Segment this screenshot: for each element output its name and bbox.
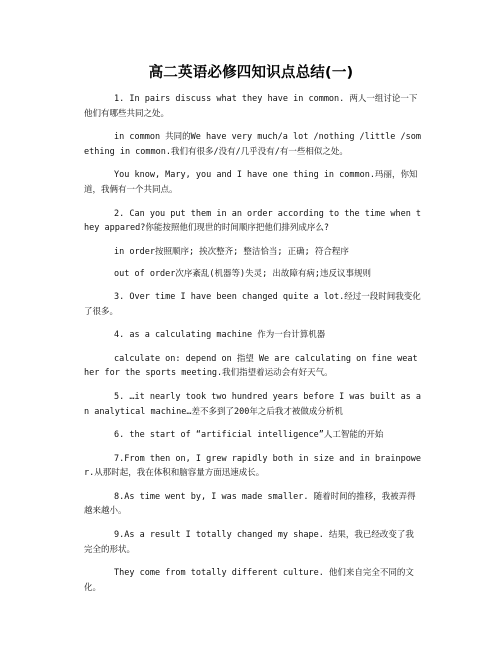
paragraph-13: 8.As time went by, I was made smaller. 随着时间的推移，我被弄得越来越小。 <box>84 491 416 517</box>
paragraph-10: 5. …it nearly took two hundred years before I was built as an analytical machine…差不多到了200年之后我才被做成分析机 <box>84 391 422 417</box>
paragraph-14: 9.As a result I totally changed my shape. 结果，我已经改变了我完全的形状。 <box>84 530 414 555</box>
document-title: 高二英语必修四知识点总结(一) <box>148 65 354 81</box>
paragraph-4: 2. Can you put them in an order according to the time when they appared?你能按照他们现世的时间顺序把他们排列成序么? <box>84 208 422 234</box>
paragraph-11: 6. the start of “artificial intelligence”人工智能的开始 <box>114 430 384 441</box>
paragraph-1: 1. In pairs discuss what they have in common. 两人一组讨论一下他们有哪些共同之处。 <box>84 94 418 119</box>
document-body <box>84 92 422 604</box>
paragraph-9: calculate on: depend on 指望 We are calculating on fine weather for the sports meeting.我们指望着运动会有好天气。 <box>84 353 418 379</box>
paragraph-15: They come from totally different culture. 他们来自完全不同的文化。 <box>84 568 414 593</box>
paragraph-12: 7.From then on, I grew rapidly both in size and in brainpower.从那时起，我在体积和脑容量方面迅速成长。 <box>84 453 422 479</box>
paragraph-5: in order按照顺序; 挨次整齐; 整洁恰当; 正确; 符合程序 <box>114 246 349 257</box>
paragraph-3: You know, Mary, you and I have one thing in common.玛丽，你知道，我俩有一个共同点。 <box>84 170 418 195</box>
paragraph-6: out of order次序紊乱(机器等)失灵; 出故障有病;违反议事规则 <box>114 269 371 280</box>
paragraph-7: 3. Over time I have been changed quite a lot.经过一段时间我变化了很多。 <box>84 291 421 317</box>
paragraph-2: in common 共同的We have very much/a lot /nothing /little /something in common.我们有很多/没有/几乎没有/有一些相似之处。 <box>84 132 421 157</box>
paragraph-8: 4. as a calculating machine 作为一台计算机器 <box>114 330 326 341</box>
